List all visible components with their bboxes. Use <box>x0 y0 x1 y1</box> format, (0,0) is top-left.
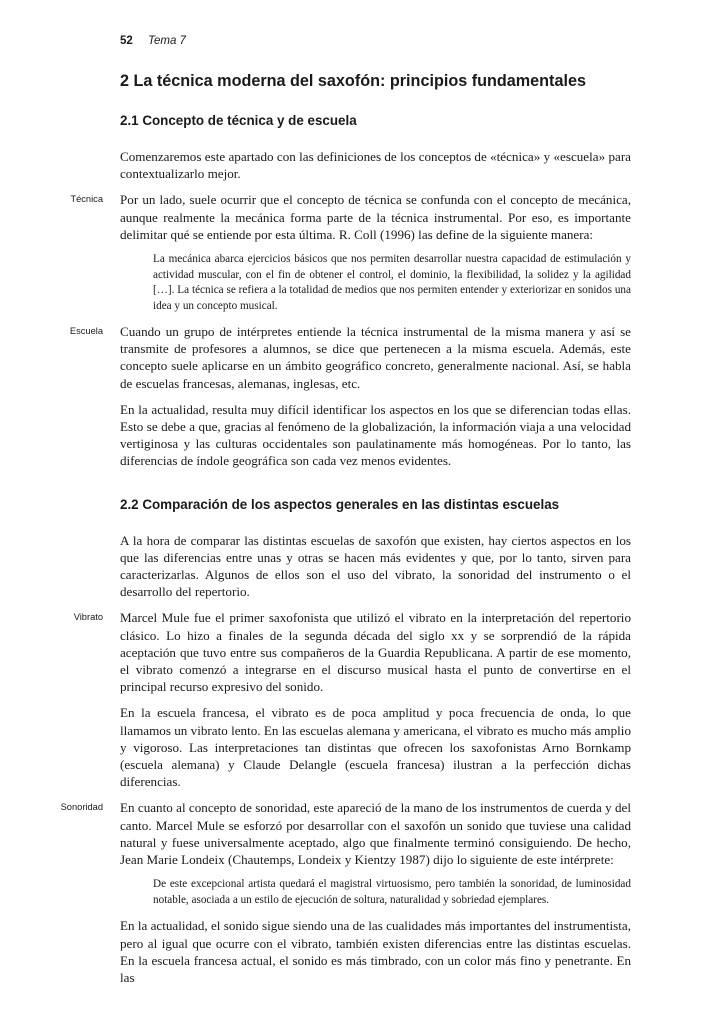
chapter-label: Tema 7 <box>148 35 186 47</box>
paragraph: Comenzaremos este apartado con las definiciones de los conceptos de «técnica» y «escuela» para contextualizarlo mejor. <box>120 149 631 182</box>
paragraph-text: Marcel Mule fue el primer saxofonista que utilizó el vibrato en la interpretación del repertorio clásico. Lo hizo a finales de la segunda década del siglo xx y se sorprendió de la rápida aceptación que tuvo entre sus compañeros de la Guardia Republicana. A partir de ese momento, el vibrato comenzó a integrarse en el discurso musical hasta el punto de convertirse en el principal recurso expresivo del sonido. <box>120 610 631 695</box>
paragraph-text: Cuando un grupo de intérpretes entiende la técnica instrumental de la misma manera y así se transmite de profesores a alumnos, se dice que pertenecen a la misma escuela. Además, este concepto suele aplicarse en un ámbito geográfico concreto, generalmente nacional. Así, se habla de escuelas francesas, alemanas, inglesas, etc. <box>120 324 631 391</box>
paragraph: En la actualidad, resulta muy difícil identificar los aspectos en los que se diferencian todas ellas. Esto se debe a que, gracias al fenómeno de la globalización, la información viaja a una velocidad vertiginosa y las culturas occidentales son paulatinamente más homogéneas. Por lo tanto, las diferencias de índole geográfica son cada vez menos evidentes. <box>120 401 631 469</box>
paragraph-tecnica <box>70 191 631 243</box>
paragraph-escuela <box>69 323 631 392</box>
subsection-heading-2-1: 2.1 Concepto de técnica y de escuela <box>120 113 357 128</box>
margin-note-tecnica: Técnica <box>70 194 103 205</box>
margin-note-vibrato: Vibrato <box>73 612 103 623</box>
paragraph: En la actualidad, el sonido sigue siendo una de las cualidades más importantes del instrumentista, pero al igual que ocurre con el vibrato, también existen diferencias entre las distintas escuelas. En la escuela francesa actual, el sonido es más timbrado, con un color más fino y penetrante. En las <box>120 918 631 985</box>
block-quote: De este excepcional artista quedará el magistral virtuosismo, pero también la sonoridad, de luminosidad notable, asociada a un estilo de ejecución de soltura, naturalidad y sobriedad ejemplares. <box>153 878 631 906</box>
running-header <box>120 35 186 47</box>
paragraph-text: Por un lado, suele ocurrir que el concepto de técnica se confunda con el concepto de mecánica, aunque realmente la mecánica forma parte de la técnica instrumental. Por eso, es importante delimitar qué se entiende por esta última. R. Coll (1996) las define de la siguiente manera: <box>120 192 631 242</box>
paragraph: En la escuela francesa, el vibrato es de poca amplitud y poca frecuencia de onda, lo que llamamos un vibrato lento. En las escuelas alemana y americana, el vibrato es mucho más amplio y vigoroso. Las interpretaciones tan distintas que ofrecen los saxofonistas Arno Bornkamp (escuela alemana) y Claude Delangle (escuela francesa) ilustran a la perfección dichas diferencias. <box>120 705 631 790</box>
paragraph: A la hora de comparar las distintas escuelas de saxofón que existen, hay ciertos aspectos en los que las diferencias entre unas y otras se hacen más evidentes y que, por lo tanto, sirven para caracterizarlas. Algunos de ellos son el uso del vibrato, la sonoridad del instrumento o el desarrollo del repertorio. <box>120 532 631 600</box>
page-number: 52 <box>120 35 133 47</box>
paragraph-sonoridad <box>60 799 631 868</box>
paragraph-text: En cuanto al concepto de sonoridad, este apareció de la mano de los instrumentos de cuerda y del canto. Marcel Mule se esforzó por desarrollar con el saxofón un sonido que tuviese una calidad natural y fuese universalmente aceptado, algo que finalmente terminó consiguiendo. De hecho, Jean Marie Londeix (Chautemps, Londeix y Kientzy 1987) dijo lo siguiente de este intérprete: <box>120 800 631 868</box>
block-quote: La mecánica abarca ejercicios básicos que nos permiten desarrollar nuestra capacidad de estimulación y actividad muscular, con el fin de obtener el control, el dominio, la flexibilidad, la solidez y la agilidad […]. La técnica se refiera a la totalidad de medios que nos permiten entender y exteriorizar en sonidos una idea y un concepto musical. <box>153 253 631 312</box>
subsection-heading-2-2: 2.2 Comparación de los aspectos generales en las distintas escuelas <box>120 496 560 512</box>
paragraph-vibrato <box>73 609 631 695</box>
section-title: 2 La técnica moderna del saxofón: principios fundamentales <box>120 72 586 90</box>
margin-note-sonoridad: Sonoridad <box>60 802 103 813</box>
body-text <box>60 70 631 995</box>
margin-note-escuela: Escuela <box>69 326 103 337</box>
